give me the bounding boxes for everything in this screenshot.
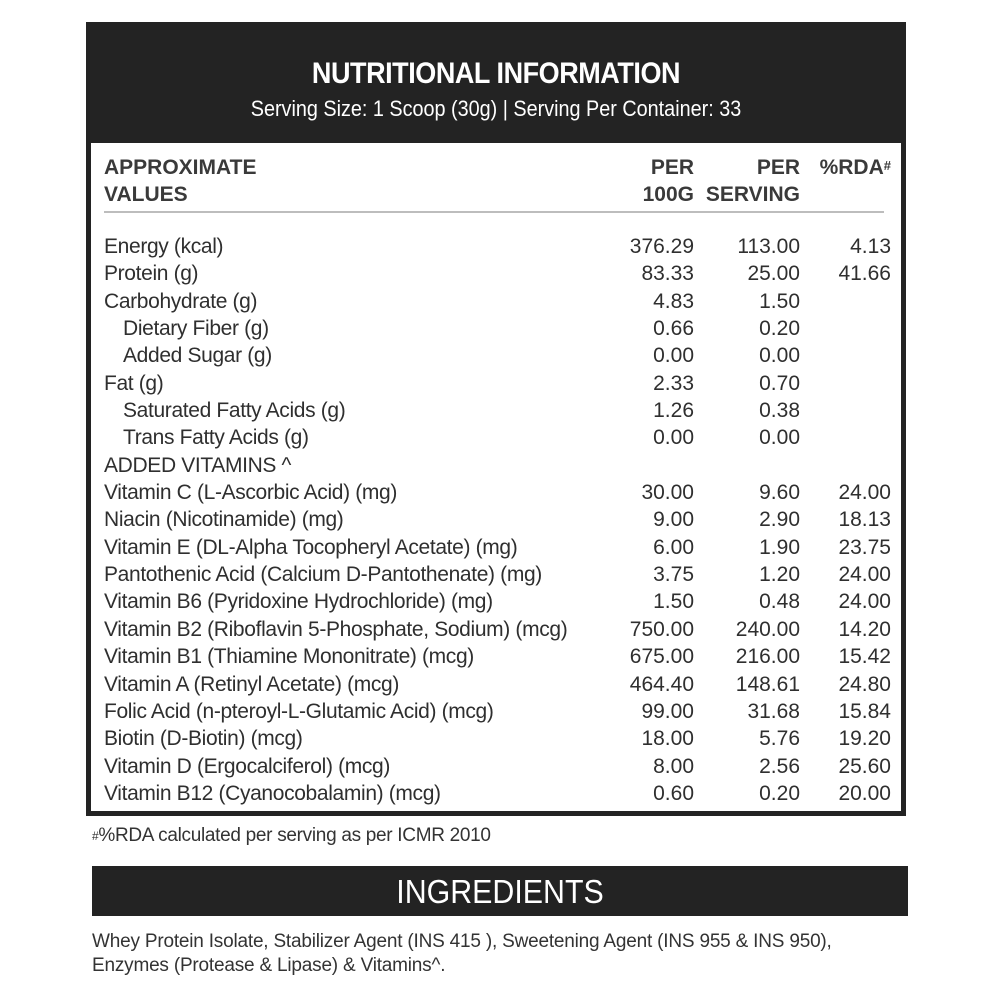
value-per-serving: 0.20 (759, 781, 800, 805)
value-rda: 19.20 (838, 727, 891, 751)
nutrition-header (91, 27, 901, 143)
value-per-100g: 675.00 (629, 645, 694, 669)
nutrient-name: Pantothenic Acid (Calcium D-Pantothenate) (mg) (104, 563, 542, 587)
value-per-100g: 0.00 (653, 426, 694, 450)
column-header-per-100g-line1: PER (650, 156, 694, 179)
value-per-serving: 25.00 (747, 262, 800, 286)
nutrient-table (91, 233, 901, 807)
nutrient-name: Trans Fatty Acids (g) (123, 426, 309, 450)
nutrient-name: Dietary Fiber (g) (123, 317, 269, 341)
footnote-text: %RDA calculated per serving as per ICMR 2010 (98, 825, 491, 846)
value-per-serving: 2.90 (759, 508, 800, 532)
nutrient-name: Carbohydrate (g) (104, 289, 258, 313)
value-rda: 23.75 (838, 535, 891, 559)
value-rda: 4.13 (850, 235, 891, 258)
nutrient-name: Vitamin B6 (Pyridoxine Hydrochloride) (mg) (104, 590, 493, 614)
value-per-100g: 9.00 (653, 508, 694, 532)
value-per-100g: 83.33 (641, 262, 694, 286)
nutrient-name: Folic Acid (n-pteroyl-L-Glutamic Acid) (mcg) (104, 699, 494, 723)
value-per-serving: 0.00 (759, 426, 800, 450)
table-row (91, 342, 901, 369)
nutrient-name: Vitamin D (Ergocalciferol) (mcg) (104, 754, 390, 778)
value-per-serving: 9.60 (759, 481, 800, 505)
value-rda: 24.80 (838, 672, 891, 696)
table-row (91, 725, 901, 752)
column-header-per-100g (591, 154, 694, 208)
value-per-serving: 148.61 (735, 672, 800, 696)
value-per-serving: 1.20 (759, 563, 800, 587)
value-per-serving: 216.00 (735, 645, 800, 669)
column-header-per-serving-line1: PER (756, 156, 800, 179)
value-rda: 24.00 (838, 563, 891, 587)
nutrient-name: Added Sugar (g) (123, 344, 272, 368)
value-per-100g: 0.60 (653, 781, 694, 805)
serving-info: Serving Size: 1 Scoop (30g) | Serving Per Container: 33 (250, 96, 742, 121)
value-per-serving: 0.38 (759, 399, 800, 423)
table-row (91, 288, 901, 315)
nutrient-name: Vitamin B1 (Thiamine Mononitrate) (mcg) (104, 645, 474, 669)
table-row (91, 397, 901, 424)
rda-footnote (92, 824, 491, 848)
column-header-values (104, 154, 344, 208)
value-per-100g: 464.40 (629, 672, 694, 696)
value-per-100g: 99.00 (641, 699, 694, 723)
nutrient-name: Biotin (D-Biotin) (mcg) (104, 727, 303, 751)
table-row (91, 753, 901, 780)
value-per-serving: 2.56 (759, 754, 800, 778)
value-rda: 24.00 (838, 481, 891, 505)
footnote-mark: # (92, 829, 99, 843)
table-row (91, 588, 901, 615)
value-per-100g: 376.29 (629, 235, 694, 258)
value-per-serving: 0.48 (759, 590, 800, 614)
value-rda: 25.60 (838, 754, 891, 778)
column-header-per-serving-line2: SERVING (705, 183, 800, 206)
value-per-serving: 113.00 (737, 235, 800, 258)
ingredients-text: Whey Protein Isolate, Stabilizer Agent (INS 415 ), Sweetening Agent (INS 955 & INS 950), Enzymes (Protease & Lipase) & Vitamins^. (92, 931, 832, 976)
column-header-per-100g-line2: 100G (642, 183, 694, 206)
column-header-values-line1: APPROXIMATE (104, 156, 257, 179)
value-per-100g: 30.00 (641, 481, 694, 505)
table-row (91, 233, 901, 260)
value-per-100g: 3.75 (653, 563, 694, 587)
nutrient-name: Niacin (Nicotinamide) (mg) (104, 508, 344, 532)
value-rda: 14.20 (838, 617, 891, 641)
value-per-serving: 0.00 (759, 344, 800, 368)
table-row (91, 506, 901, 533)
value-rda: 41.66 (838, 262, 891, 286)
nutrient-name: Vitamin B12 (Cyanocobalamin) (mcg) (104, 781, 441, 805)
nutrient-name: Vitamin C (L-Ascorbic Acid) (mg) (104, 481, 397, 505)
ingredients-title: INGREDIENTS (396, 873, 604, 910)
nutrient-name: ADDED VITAMINS ^ (104, 453, 292, 477)
value-rda: 18.13 (838, 508, 891, 532)
nutrition-panel (86, 22, 906, 816)
value-per-100g: 6.00 (653, 535, 694, 559)
table-row (91, 643, 901, 670)
value-per-serving: 0.20 (759, 317, 800, 341)
value-per-serving: 0.70 (759, 371, 800, 395)
ingredients-header (92, 866, 908, 916)
table-row (91, 561, 901, 588)
nutrient-name: Saturated Fatty Acids (g) (123, 399, 346, 423)
value-per-serving: 1.50 (759, 289, 800, 313)
value-per-100g: 1.50 (653, 590, 694, 614)
value-per-serving: 240.00 (735, 617, 800, 641)
table-row (91, 780, 901, 807)
table-row (91, 424, 901, 451)
table-row (91, 479, 901, 506)
value-per-100g: 18.00 (641, 727, 694, 751)
column-header-rda (803, 154, 891, 181)
value-per-serving: 1.90 (759, 535, 800, 559)
rda-footnote-mark: # (883, 158, 891, 173)
nutrient-name: Vitamin A (Retinyl Acetate) (mcg) (104, 672, 400, 696)
value-per-serving: 31.68 (747, 699, 800, 723)
table-row (91, 616, 901, 643)
value-per-100g: 0.66 (653, 317, 694, 341)
value-per-serving: 5.76 (759, 727, 800, 751)
value-per-100g: 8.00 (653, 754, 694, 778)
table-row (91, 260, 901, 287)
nutrient-name: Vitamin E (DL-Alpha Tocopheryl Acetate) (mg) (104, 535, 518, 559)
value-per-100g: 2.33 (653, 371, 694, 395)
nutrient-name: Fat (g) (104, 371, 164, 395)
value-per-100g: 750.00 (629, 617, 694, 641)
table-row (91, 370, 901, 397)
value-rda: 15.84 (838, 699, 891, 723)
nutrient-name: Energy (kcal) (104, 235, 224, 258)
value-per-100g: 1.26 (653, 399, 694, 423)
table-row (91, 534, 901, 561)
table-row (91, 698, 901, 725)
value-rda: 24.00 (838, 590, 891, 614)
column-header-values-line2: VALUES (104, 183, 188, 206)
column-header-per-serving (696, 154, 800, 208)
nutrition-title: NUTRITIONAL INFORMATION (311, 57, 681, 90)
value-per-100g: 0.00 (653, 344, 694, 368)
column-header-rda-label: %RDA (819, 156, 884, 179)
table-row (91, 671, 901, 698)
nutrient-name: Protein (g) (104, 262, 199, 286)
value-rda: 20.00 (838, 781, 891, 805)
table-row (91, 315, 901, 342)
nutrient-name: Vitamin B2 (Riboflavin 5-Phosphate, Sodium) (mcg) (104, 617, 568, 641)
value-rda: 15.42 (838, 645, 891, 669)
value-per-100g: 4.83 (653, 289, 694, 313)
header-divider (104, 211, 884, 213)
table-row (91, 452, 901, 479)
